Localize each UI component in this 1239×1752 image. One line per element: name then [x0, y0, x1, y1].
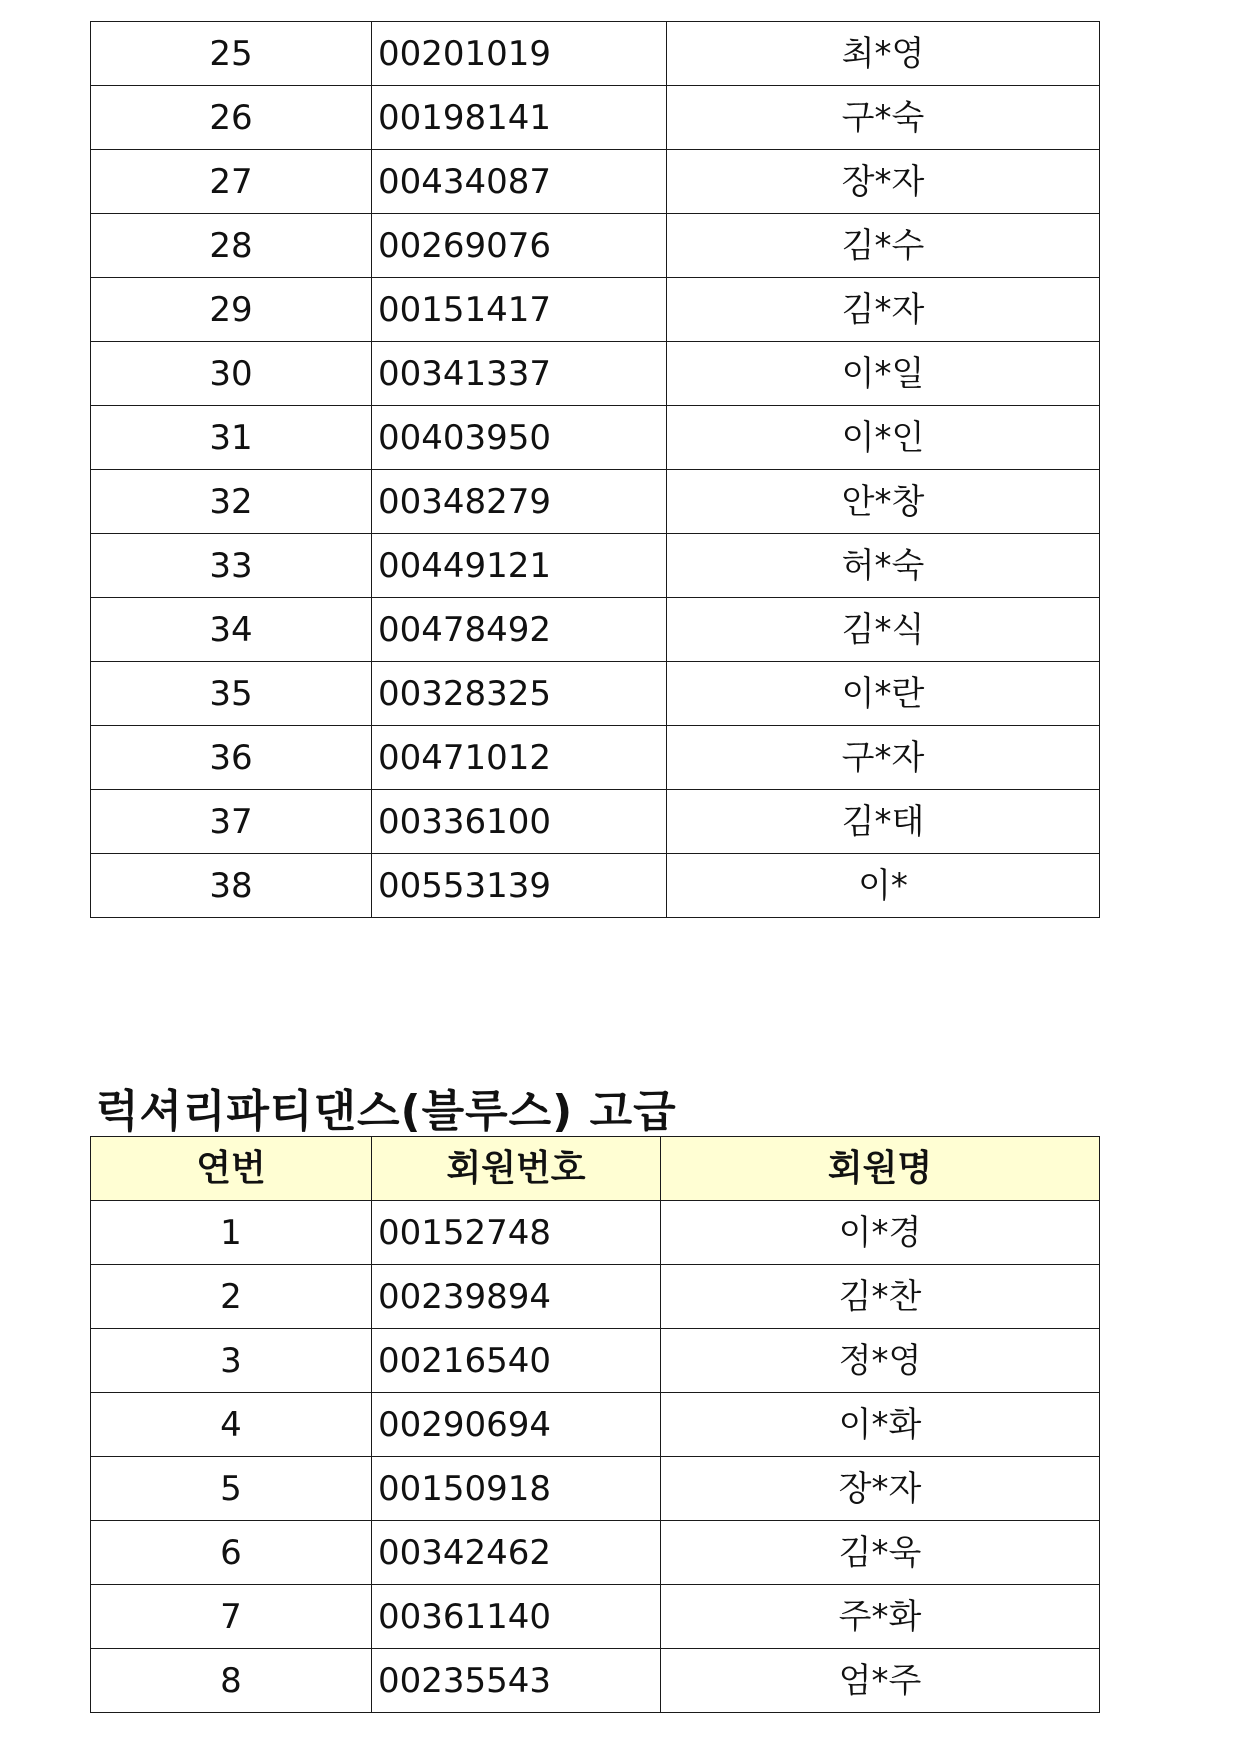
row-number-cell: 4 — [91, 1393, 372, 1457]
table-row — [91, 150, 1100, 214]
table-header — [91, 1137, 1100, 1201]
member-name-cell: 장*자 — [667, 150, 1100, 214]
member-id-cell: 00198141 — [372, 86, 667, 150]
member-id-cell: 00201019 — [372, 22, 667, 86]
row-number-cell: 26 — [91, 86, 372, 150]
member-name-cell: 장*자 — [661, 1457, 1100, 1521]
row-number-cell: 6 — [91, 1521, 372, 1585]
header-member-name: 회원명 — [661, 1137, 1100, 1201]
table-row — [91, 1265, 1100, 1329]
section-title: 럭셔리파티댄스(블루스) 고급 — [96, 1086, 677, 1137]
member-id-cell: 00336100 — [372, 790, 667, 854]
member-id-cell: 00235543 — [372, 1649, 661, 1713]
member-name-cell: 엄*주 — [661, 1649, 1100, 1713]
table-row — [91, 22, 1100, 86]
member-id-cell: 00342462 — [372, 1521, 661, 1585]
member-id-cell: 00239894 — [372, 1265, 661, 1329]
table-row — [91, 214, 1100, 278]
member-name-cell: 최*영 — [667, 22, 1100, 86]
row-number-cell: 32 — [91, 470, 372, 534]
table-row — [91, 854, 1100, 918]
continued-member-table — [90, 21, 1100, 918]
member-name-cell: 김*욱 — [661, 1521, 1100, 1585]
table-row — [91, 342, 1100, 406]
table-row — [91, 1521, 1100, 1585]
row-number-cell: 35 — [91, 662, 372, 726]
row-number-cell: 25 — [91, 22, 372, 86]
member-id-cell: 00216540 — [372, 1329, 661, 1393]
row-number-cell: 5 — [91, 1457, 372, 1521]
member-name-cell: 김*자 — [667, 278, 1100, 342]
member-name-cell: 허*숙 — [667, 534, 1100, 598]
member-name-cell: 김*찬 — [661, 1265, 1100, 1329]
table-row — [91, 1457, 1100, 1521]
table-row — [91, 1585, 1100, 1649]
member-name-cell: 이* — [667, 854, 1100, 918]
table-row — [91, 1649, 1100, 1713]
member-id-cell: 00341337 — [372, 342, 667, 406]
table-row — [91, 790, 1100, 854]
table-row — [91, 86, 1100, 150]
table-row — [91, 1393, 1100, 1457]
row-number-cell: 33 — [91, 534, 372, 598]
member-id-cell: 00150918 — [372, 1457, 661, 1521]
member-name-cell: 이*인 — [667, 406, 1100, 470]
row-number-cell: 3 — [91, 1329, 372, 1393]
member-name-cell: 이*란 — [667, 662, 1100, 726]
row-number-cell: 8 — [91, 1649, 372, 1713]
header-member-id: 회원번호 — [372, 1137, 661, 1201]
member-id-cell: 00348279 — [372, 470, 667, 534]
table-row — [91, 1201, 1100, 1265]
member-name-cell: 구*숙 — [667, 86, 1100, 150]
member-name-cell: 김*식 — [667, 598, 1100, 662]
table-row — [91, 470, 1100, 534]
member-name-cell: 이*일 — [667, 342, 1100, 406]
table-row — [91, 406, 1100, 470]
member-id-cell: 00290694 — [372, 1393, 661, 1457]
member-id-cell: 00361140 — [372, 1585, 661, 1649]
row-number-cell: 30 — [91, 342, 372, 406]
member-id-cell: 00471012 — [372, 726, 667, 790]
row-number-cell: 29 — [91, 278, 372, 342]
member-name-cell: 김*수 — [667, 214, 1100, 278]
member-id-cell: 00478492 — [372, 598, 667, 662]
advanced-class-member-table — [90, 1136, 1100, 1713]
table-row — [91, 278, 1100, 342]
table-row — [91, 662, 1100, 726]
table-row — [91, 534, 1100, 598]
row-number-cell: 38 — [91, 854, 372, 918]
row-number-cell: 28 — [91, 214, 372, 278]
member-name-cell: 김*태 — [667, 790, 1100, 854]
member-id-cell: 00449121 — [372, 534, 667, 598]
member-id-cell: 00269076 — [372, 214, 667, 278]
member-id-cell: 00152748 — [372, 1201, 661, 1265]
header-row — [91, 1137, 1100, 1201]
row-number-cell: 37 — [91, 790, 372, 854]
member-id-cell: 00151417 — [372, 278, 667, 342]
row-number-cell: 2 — [91, 1265, 372, 1329]
member-name-cell: 주*화 — [661, 1585, 1100, 1649]
row-number-cell: 31 — [91, 406, 372, 470]
header-no: 연번 — [91, 1137, 372, 1201]
table-row — [91, 726, 1100, 790]
member-id-cell: 00328325 — [372, 662, 667, 726]
row-number-cell: 7 — [91, 1585, 372, 1649]
table-row — [91, 1329, 1100, 1393]
member-name-cell: 정*영 — [661, 1329, 1100, 1393]
advanced-class-member-table-body — [91, 1201, 1100, 1713]
table-row — [91, 598, 1100, 662]
member-id-cell: 00434087 — [372, 150, 667, 214]
member-id-cell: 00553139 — [372, 854, 667, 918]
member-name-cell: 구*자 — [667, 726, 1100, 790]
continued-member-table-body — [91, 22, 1100, 918]
member-name-cell: 이*화 — [661, 1393, 1100, 1457]
row-number-cell: 1 — [91, 1201, 372, 1265]
row-number-cell: 27 — [91, 150, 372, 214]
member-name-cell: 안*창 — [667, 470, 1100, 534]
member-id-cell: 00403950 — [372, 406, 667, 470]
row-number-cell: 34 — [91, 598, 372, 662]
row-number-cell: 36 — [91, 726, 372, 790]
member-name-cell: 이*경 — [661, 1201, 1100, 1265]
